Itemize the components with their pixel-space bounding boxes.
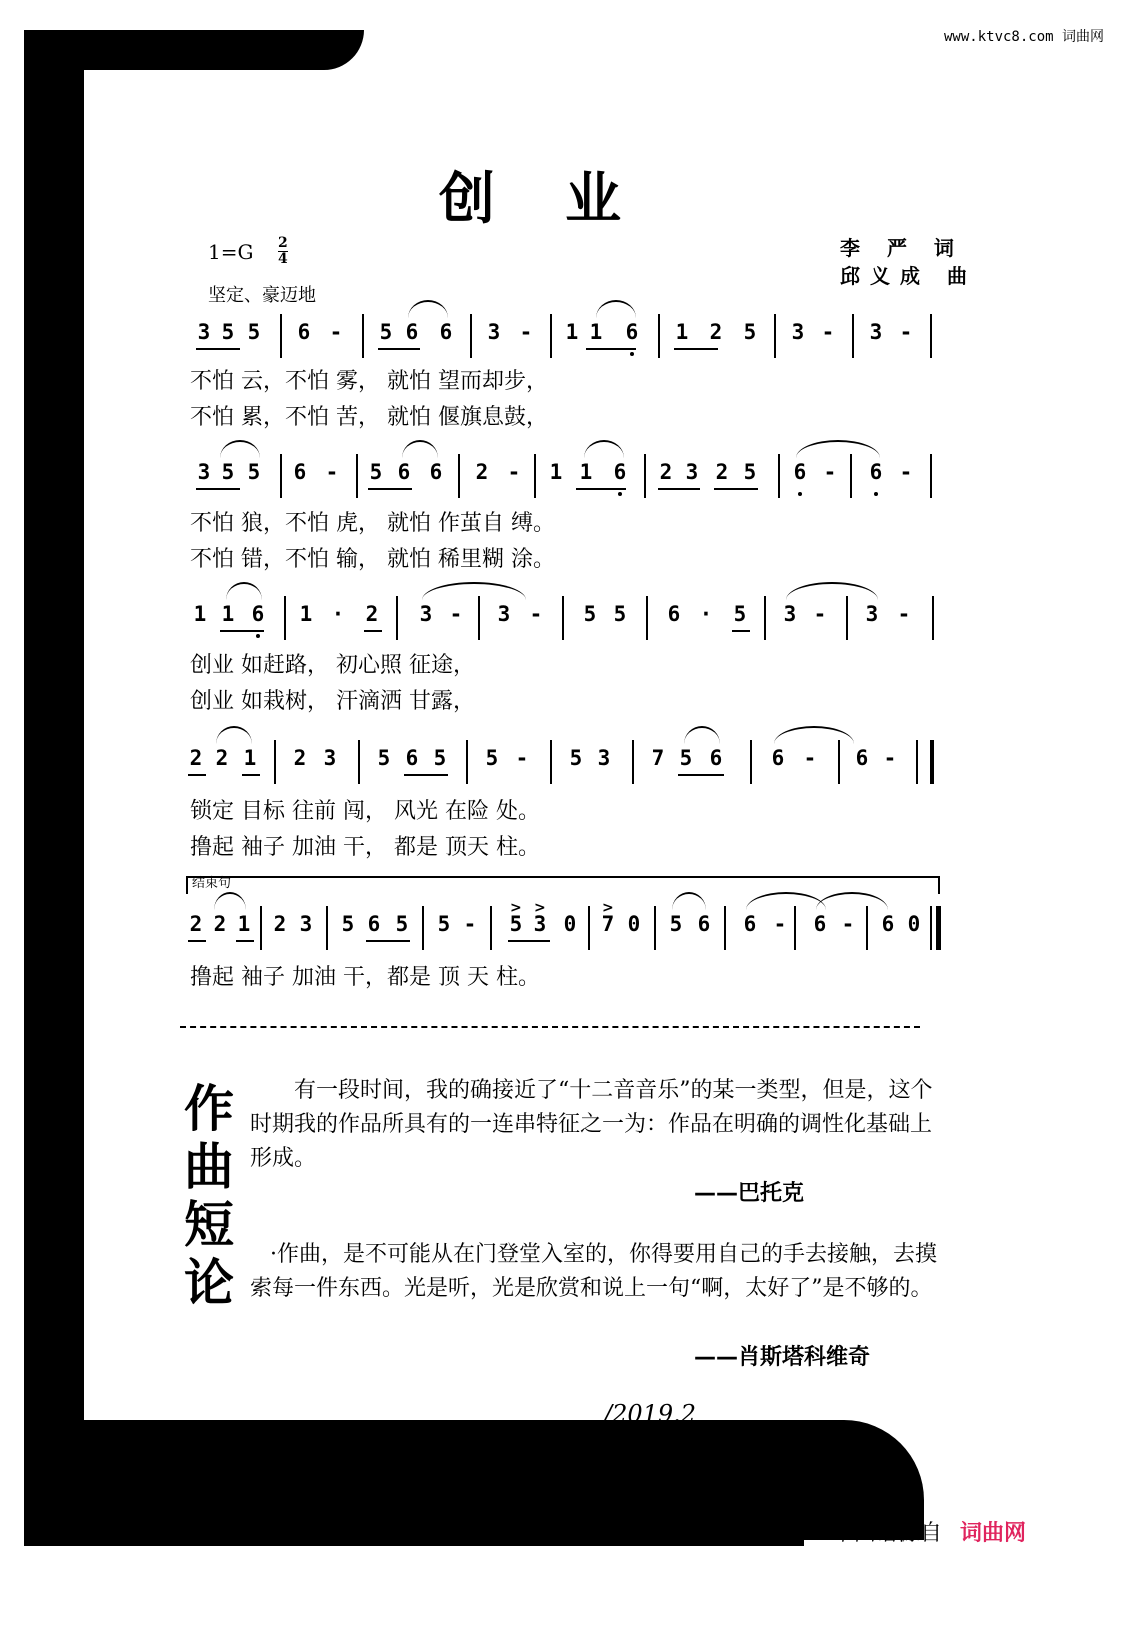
bar-line	[774, 314, 776, 358]
lyrics-line-1b: 不怕 累，不怕 苦， 就怕 偃旗息鼓，	[190, 405, 548, 430]
accent-mark: >	[510, 900, 522, 916]
note: -	[507, 460, 521, 484]
beam	[236, 940, 254, 942]
slur	[816, 892, 888, 910]
note: -	[883, 746, 897, 770]
bar-line	[562, 596, 564, 640]
note: 6	[709, 746, 723, 770]
note: 2	[709, 320, 723, 344]
bar-line	[932, 596, 934, 640]
score-system-3	[190, 596, 942, 640]
lyrics-line-ending: 撸起 袖子 加油 干，都是 顶 天 柱。	[190, 965, 540, 990]
note: 6	[439, 320, 453, 344]
site-url[interactable]: www.ktvc8.com 词曲网	[944, 29, 1105, 45]
note: 3	[685, 460, 699, 484]
note: ·	[331, 602, 345, 626]
note: -	[773, 912, 787, 936]
note: 1	[237, 912, 251, 936]
lyricist-credit: 李 严 词	[840, 236, 964, 260]
note: 5	[583, 602, 597, 626]
bar-line	[930, 906, 932, 950]
bar-line	[850, 454, 852, 498]
author-shostakovich: ——肖斯塔科维奇	[694, 1345, 871, 1370]
note: 3	[865, 602, 879, 626]
essay-title-char: 作	[184, 1079, 234, 1138]
bar-line	[422, 906, 424, 950]
note: 0	[563, 912, 577, 936]
note: 3	[323, 746, 337, 770]
beam	[508, 940, 550, 942]
note: 5	[485, 746, 499, 770]
note: 5	[569, 746, 583, 770]
bar-line	[724, 906, 726, 950]
song-title: 创业	[439, 166, 691, 232]
note: 3	[783, 602, 797, 626]
lyrics-line-1a: 不怕 云，不怕 雾， 就怕 望而却步，	[190, 369, 548, 394]
bar-line	[764, 596, 766, 640]
beam	[188, 774, 206, 776]
journal-issue: /2019.2	[604, 1400, 697, 1428]
note: 0	[627, 912, 641, 936]
beam	[368, 488, 412, 490]
beam	[364, 630, 382, 632]
note: 6	[251, 602, 265, 626]
note: 2	[213, 912, 227, 936]
slur	[226, 582, 262, 600]
note: 3	[497, 602, 511, 626]
left-watermark-strip	[0, 0, 18, 1646]
note: 2	[365, 602, 379, 626]
bar-line	[838, 740, 840, 784]
note: 6	[881, 912, 895, 936]
bar-line	[458, 454, 460, 498]
note: 6	[405, 320, 419, 344]
note: 6	[771, 746, 785, 770]
note: 1	[675, 320, 689, 344]
note: 5	[437, 912, 451, 936]
bar-line	[750, 740, 752, 784]
note: 2	[189, 912, 203, 936]
bar-line	[846, 596, 848, 640]
beam	[586, 348, 636, 350]
beam	[658, 488, 700, 490]
note: 5	[395, 912, 409, 936]
note: 1	[549, 460, 563, 484]
slur	[216, 726, 252, 744]
quote-shostakovich: ·作曲，是不可能从在门登堂入室的，你得要用自己的手去接触，去摸索每一件东西。光是听，光是欣赏和说上一句“啊，太好了”是不够的。	[250, 1242, 937, 1301]
note: 5	[613, 602, 627, 626]
slur	[746, 892, 826, 910]
bar-line	[646, 596, 648, 640]
note: 6	[613, 460, 627, 484]
note: -	[329, 320, 343, 344]
note: 6	[297, 320, 311, 344]
note: 6	[429, 460, 443, 484]
bar-line	[936, 906, 941, 950]
note: 6	[405, 746, 419, 770]
key-signature: 1=G	[208, 240, 254, 264]
note: 3	[597, 746, 611, 770]
slur	[672, 892, 706, 910]
note: 6	[743, 912, 757, 936]
essay-title-char: 短	[184, 1195, 234, 1254]
beam	[366, 940, 410, 942]
bar-line	[284, 596, 286, 640]
note: -	[813, 602, 827, 626]
bar-line	[658, 314, 660, 358]
octave-dot	[618, 492, 622, 496]
bar-line	[358, 740, 360, 784]
bar-line	[778, 454, 780, 498]
note: 3	[487, 320, 501, 344]
note: 5	[369, 460, 383, 484]
note: 6	[667, 602, 681, 626]
section-divider	[180, 1026, 920, 1028]
note: 5	[221, 460, 235, 484]
octave-dot	[630, 352, 634, 356]
note: 2	[715, 460, 729, 484]
scan-blot-bottom-edge	[24, 1520, 804, 1546]
composer-credit: 邱义成 曲	[840, 264, 977, 288]
note: -	[803, 746, 817, 770]
note: 2	[659, 460, 673, 484]
beam	[188, 940, 206, 942]
note: 6	[869, 460, 883, 484]
bar-line	[550, 740, 552, 784]
beam	[674, 348, 718, 350]
slur	[214, 892, 246, 910]
bar-line	[654, 906, 656, 950]
note: 3	[533, 912, 547, 936]
note: 1	[565, 320, 579, 344]
slur	[402, 440, 438, 458]
bar-line	[916, 740, 918, 784]
note: 6	[813, 912, 827, 936]
note: 3	[791, 320, 805, 344]
note: 5	[679, 746, 693, 770]
note: 1	[221, 602, 235, 626]
bar-line	[280, 454, 282, 498]
slur	[796, 440, 880, 458]
accent-mark: >	[534, 900, 546, 916]
slur	[220, 440, 260, 458]
lyrics-line-3b: 创业 如栽树， 汗滴洒 甘露，	[190, 689, 475, 714]
note: 2	[189, 746, 203, 770]
note: 6	[793, 460, 807, 484]
bar-line	[588, 906, 590, 950]
beam	[576, 488, 626, 490]
bar-line	[866, 906, 868, 950]
note: 5	[433, 746, 447, 770]
note: 0	[907, 912, 921, 936]
bar-line	[930, 740, 934, 784]
lyrics-line-2a: 不怕 狼，不怕 虎， 就怕 作茧自 缚。	[190, 511, 555, 536]
right-watermark-strip	[1112, 0, 1130, 1646]
note: 1	[589, 320, 603, 344]
beam	[732, 630, 750, 632]
bar-line	[794, 906, 796, 950]
lyrics-line-4a: 锁定 目标 往前 闯， 风光 在险 处。	[190, 799, 540, 824]
note: 5	[743, 460, 757, 484]
note: 2	[293, 746, 307, 770]
essay-title-char: 论	[184, 1253, 234, 1312]
note: 2	[215, 746, 229, 770]
note: -	[823, 460, 837, 484]
bar-line	[362, 314, 364, 358]
slur	[408, 300, 448, 318]
bar-line	[326, 906, 328, 950]
note: 5	[669, 912, 683, 936]
beam	[220, 630, 264, 632]
note: -	[841, 912, 855, 936]
note: 5	[221, 320, 235, 344]
bar-line	[930, 314, 932, 358]
slur	[684, 726, 720, 744]
bar-line	[260, 906, 262, 950]
bar-line	[396, 596, 398, 640]
note: 1	[579, 460, 593, 484]
essay-title-char: 曲	[184, 1137, 234, 1196]
note: -	[519, 320, 533, 344]
bar-line	[490, 906, 492, 950]
note: 3	[419, 602, 433, 626]
bar-line	[470, 314, 472, 358]
beam	[404, 774, 448, 776]
note: 2	[475, 460, 489, 484]
bar-line	[534, 454, 536, 498]
footer-source[interactable]: 本曲谱源自 词曲网	[832, 1521, 1027, 1546]
note: 3	[299, 912, 313, 936]
bar-line	[478, 596, 480, 640]
quote-bartok: 有一段时间，我的确接近了“十二音音乐”的某一类型，但是，这个时期我的作品所具有的一连串特征之一为：作品在明确的调性化基础上形成。	[250, 1078, 933, 1171]
note: 1	[193, 602, 207, 626]
bar-line	[550, 314, 552, 358]
ending-label: 结束句	[192, 876, 232, 891]
note: -	[529, 602, 543, 626]
beam	[196, 348, 240, 350]
lyrics-line-4b: 撸起 袖子 加油 干， 都是 顶天 柱。	[190, 835, 540, 860]
slur	[596, 300, 636, 318]
note: 5	[509, 912, 523, 936]
note: 1	[299, 602, 313, 626]
note: 5	[743, 320, 757, 344]
bar-line	[852, 314, 854, 358]
beam	[378, 348, 420, 350]
bar-line	[632, 740, 634, 784]
note: 5	[247, 320, 261, 344]
score-system-1	[190, 314, 942, 358]
time-signature: $\frac{2}{4}$	[278, 235, 288, 267]
author-bartok: ——巴托克	[694, 1181, 805, 1206]
note: -	[899, 460, 913, 484]
tempo-marking: 坚定、豪迈地	[208, 285, 316, 306]
note: -	[821, 320, 835, 344]
bar-line	[356, 454, 358, 498]
scan-blot-top	[24, 30, 364, 70]
note: -	[897, 602, 911, 626]
note: 6	[697, 912, 711, 936]
note: 5	[341, 912, 355, 936]
slur	[774, 726, 854, 744]
bar-line	[644, 454, 646, 498]
note: 7	[651, 746, 665, 770]
essay-vertical-title	[178, 1080, 240, 1330]
note: 6	[625, 320, 639, 344]
note: 3	[197, 460, 211, 484]
note: -	[463, 912, 477, 936]
score-system-4	[190, 740, 942, 784]
bar-line	[466, 740, 468, 784]
note: -	[449, 602, 463, 626]
note: 5	[733, 602, 747, 626]
slur	[422, 582, 526, 600]
note: -	[325, 460, 339, 484]
note: 3	[197, 320, 211, 344]
note: 5	[379, 320, 393, 344]
lyrics-line-2b: 不怕 错，不怕 输， 就怕 稀里糊 涂。	[190, 547, 555, 572]
beam	[196, 488, 240, 490]
note: 6	[367, 912, 381, 936]
bar-line	[274, 740, 276, 784]
slur	[786, 582, 878, 600]
note: -	[899, 320, 913, 344]
bar-line	[280, 314, 282, 358]
note: 1	[243, 746, 257, 770]
note: 6	[293, 460, 307, 484]
note: 6	[397, 460, 411, 484]
note: 6	[855, 746, 869, 770]
bar-line	[930, 454, 932, 498]
octave-dot	[874, 492, 878, 496]
beam	[242, 774, 260, 776]
beam	[714, 488, 758, 490]
accent-mark: >	[602, 900, 614, 916]
note: 5	[247, 460, 261, 484]
scan-blot-left	[24, 30, 84, 1530]
slur	[584, 440, 624, 458]
ending-bracket	[186, 876, 940, 894]
octave-dot	[256, 634, 260, 638]
note: 7	[601, 912, 615, 936]
note: ·	[699, 602, 713, 626]
note: 2	[273, 912, 287, 936]
beam	[678, 774, 724, 776]
octave-dot	[798, 492, 802, 496]
note: -	[515, 746, 529, 770]
note: 3	[869, 320, 883, 344]
note: 5	[377, 746, 391, 770]
score-system-ending	[189, 900, 942, 950]
lyrics-line-3a: 创业 如赶路， 初心照 征途，	[190, 653, 475, 678]
score-system-2	[190, 454, 942, 498]
